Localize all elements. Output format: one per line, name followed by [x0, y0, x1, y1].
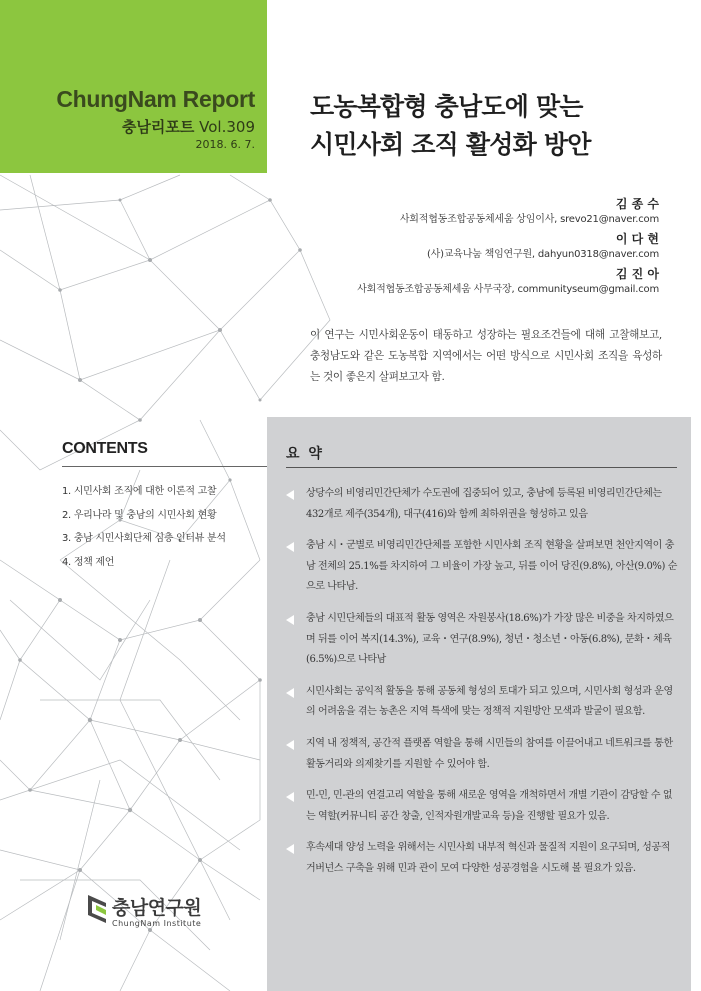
summary-list [286, 484, 680, 891]
title-line-1: 도농복합형 충남도에 맞는 [310, 92, 583, 121]
summary-divider [286, 467, 677, 468]
contents-item: 4. 정책 제언 [62, 556, 115, 568]
report-date: 2018. 6. 7. [195, 138, 255, 151]
report-name: ChungNam Report [56, 86, 255, 112]
summary-panel [267, 417, 691, 991]
summary-item-text: 후속세대 양성 노력을 위해서는 시민사회 내부적 혁신과 물질적 지원이 요구되며, 성공적 거버넌스 구축을 위해 민과 관이 모여 다양한 성공경험을 시도해 볼 필요가 있음. [306, 842, 670, 874]
page-title [310, 88, 591, 164]
summary-item [286, 838, 680, 879]
institute-logo-icon [84, 893, 110, 927]
author-name: 김 진 아 [615, 267, 659, 281]
report-volume [122, 116, 255, 137]
bullet-arrow-icon [286, 792, 294, 802]
summary-item-text: 민-민, 민-관의 연결고리 역할을 통해 새로운 영역을 개척하면서 개별 기관이 감당할 수 없는 역할(커뮤니티 공간 창출, 인적자원개발교육 등)을 진행할 필요가 있음. [306, 790, 673, 822]
summary-item [286, 682, 680, 723]
report-header-box [0, 0, 267, 173]
contents-section [62, 440, 262, 577]
contents-item: 3. 충남 시민사회단체 심층 인터뷰 분석 [62, 533, 226, 544]
summary-item [286, 609, 680, 671]
contents-title: CONTENTS [62, 440, 267, 467]
contents-item: 1. 시민사회 조직에 대한 이론적 고찰 [62, 486, 217, 497]
contents-list [62, 483, 262, 577]
intro-paragraph: 이 연구는 시민사회운동이 태동하고 성장하는 필요조건들에 대해 고찰해보고, 충청남도와 같은 도농복합 지역에서는 어떤 방식으로 시민사회 조직을 육성하는 것이 좋은지 살펴보고자 함. [310, 329, 662, 383]
title-line-2: 시민사회 조직 활성화 방안 [310, 130, 591, 159]
summary-item [286, 734, 680, 775]
bullet-arrow-icon [286, 688, 294, 698]
bullet-arrow-icon [286, 740, 294, 750]
bullet-arrow-icon [286, 542, 294, 552]
author-list [299, 196, 659, 301]
bullet-arrow-icon [286, 615, 294, 625]
institute-logo [84, 893, 254, 933]
summary-item [286, 786, 680, 827]
contents-item: 2. 우리나라 및 충남의 시민사회 현황 [62, 509, 217, 521]
author-affiliation: 사회적협동조합공동체세움 상임이사, srevo21@naver.com [399, 214, 659, 225]
summary-item-text: 시민사회는 공익적 활동을 통해 공동체 형성의 토대가 되고 있으며, 시민사회 형성과 운영의 어려움을 겪는 농촌은 지역 특색에 맞는 정책적 지원방안 모색과 발굴이 필요함. [306, 685, 673, 718]
summary-item-text: 충남 시・군별로 비영리민간단체를 포함한 시민사회 조직 현황을 살펴보면 천안지역이 충남 전체의 25.1%를 차지하여 그 비율이 가장 높고, 뒤를 이어 당진(9.8%), 아산(9.0%) 순으로 나타남. [306, 540, 678, 593]
summary-item [286, 484, 680, 525]
institute-name-en: ChungNam Institute [112, 919, 202, 928]
summary-item [286, 536, 680, 598]
institute-name-ko: 충남연구원 [112, 897, 202, 919]
summary-title: 요 약 [286, 446, 324, 462]
author-name: 이 다 현 [615, 232, 659, 246]
summary-item-text: 지역 내 정책적, 공간적 플랫폼 역할을 통해 시민들의 참여를 이끌어내고 네트워크를 통한 활동거리와 의제찾기를 지원할 수 있어야 함. [306, 737, 673, 770]
report-series: 충남리포트 [121, 118, 195, 136]
summary-item-text: 충남 시민단체들의 대표적 활동 영역은 자원봉사(18.6%)가 가장 많은 비중을 차지하였으며 뒤를 이어 복지(14.3%), 교육・연구(8.9%), 청년・청소년・아동(6.8%), 문화・체육(6.5%)으로 나타남 [306, 612, 674, 666]
bullet-arrow-icon [286, 844, 294, 854]
bullet-arrow-icon [286, 490, 294, 500]
report-volume-number: Vol.309 [199, 118, 255, 136]
author-affiliation: (사)교육나눔 책임연구원, dahyun0318@naver.com [426, 249, 659, 260]
author-name: 김 종 수 [615, 197, 659, 211]
summary-item-text: 상당수의 비영리민간단체가 수도권에 집중되어 있고, 충남에 등록된 비영리민간단체는 432개로 제주(354개), 대구(416)와 함께 최하위권을 형성하고 있음 [306, 488, 662, 520]
author-affiliation: 사회적협동조합공동체세움 사무국장, communityseum@gmail.com [357, 284, 659, 295]
